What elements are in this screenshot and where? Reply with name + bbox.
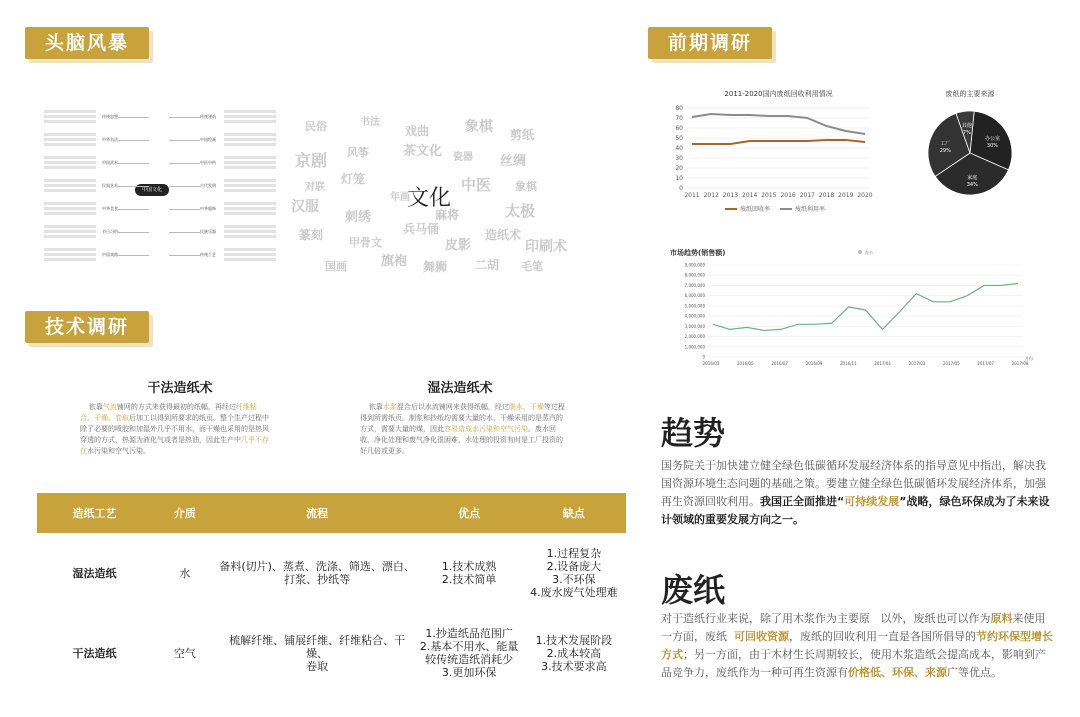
trend-title: 趋势: [661, 414, 726, 452]
x-tick-label: 2011: [684, 192, 700, 199]
mind-map-leaf: [44, 179, 96, 182]
pie-label: 办公室: [984, 135, 1000, 142]
mind-map-connector: [169, 232, 200, 233]
x-tick-label: 2019: [838, 192, 854, 199]
y-tick-label: 9,000,000: [684, 262, 705, 268]
wet-method-body: [360, 402, 565, 457]
process-line: 卷取: [306, 659, 329, 673]
mind-map-leaf: [224, 120, 276, 123]
cons-item: 1.技术发展阶段: [535, 633, 613, 647]
mind-map-leaf: [224, 248, 276, 251]
word-cloud: [285, 108, 580, 273]
body-text: 后加工以得到所要求的纸页。整个生产过程中除了必要的喷胶和加湿外几乎不用水，而干燥也采用的是热风穿透的方式，热源为液化气或者是热油，因此生产中: [80, 414, 269, 444]
highlight-text: 纤维粘合、干燥、卷取: [80, 403, 257, 422]
mind-map-leaf: [44, 207, 96, 210]
y-tick-label: 60: [675, 125, 683, 132]
waste-text: 来使用一方面，废纸: [661, 612, 1046, 643]
x-tick-label: 2016/11: [840, 361, 857, 366]
word-cloud-word: 茶文化: [403, 144, 443, 159]
y-tick-label: 50: [675, 135, 683, 142]
pros-item: 1.抄造纸品范围广: [425, 627, 513, 640]
x-tick-label: 2017/07: [977, 361, 994, 366]
mind-map-connector: [118, 140, 149, 141]
y-tick-label: 0: [702, 354, 705, 360]
mind-map-leaf: [44, 120, 96, 123]
waste-paragraph: [661, 610, 1056, 682]
mind-map-leaf: [224, 253, 276, 256]
mind-map-connector: [169, 186, 200, 187]
series-line: [692, 140, 865, 144]
x-tick-label: 2014: [742, 192, 758, 199]
pros-item: 2.基本不用水、能量: [419, 640, 519, 653]
highlight-text: 几乎不存在: [80, 436, 269, 455]
mind-map-leaf: [44, 115, 96, 118]
trend-paragraph: [661, 457, 1056, 529]
legend-label: 废纸回收率: [740, 206, 771, 213]
mind-map-connector: [118, 209, 149, 210]
mind-map-leaf: [44, 212, 96, 215]
mind-map-leaf: [224, 212, 276, 215]
header-process: 流程: [218, 493, 417, 533]
word-cloud-center: 文化: [407, 186, 452, 211]
pie-label: 其他: [961, 123, 972, 130]
y-tick-label: 0: [679, 185, 683, 192]
mind-map-leaf: [224, 110, 276, 113]
legend-label: 办公: [865, 250, 873, 255]
mind-map-branch: 古代发明: [200, 183, 216, 188]
word-cloud-word: 麻将: [435, 208, 460, 222]
brainstorm-badge: 头脑风暴: [25, 27, 149, 59]
mind-map-connector: [118, 255, 149, 256]
pros-item: 2.技术简单: [441, 573, 497, 586]
y-tick-label: 6,000,000: [684, 293, 705, 299]
mind-map-branch: 中医中药: [200, 160, 216, 165]
cons-item: 3.不环保: [552, 573, 596, 586]
x-tick-label: 2017/09: [1011, 361, 1029, 366]
row-process: [218, 613, 417, 693]
mind-map-branch: 民族乐器: [200, 229, 216, 234]
x-tick-label: 2015: [761, 192, 777, 199]
word-cloud-word: 年画: [390, 192, 410, 203]
word-cloud-word: 风筝: [347, 146, 369, 159]
recycling-line-chart: [665, 88, 875, 218]
cons-item: 4.废水废气处理难: [530, 586, 618, 599]
mind-map-branch: 节日习俗: [102, 229, 118, 234]
x-tick-label: 2017/01: [874, 361, 891, 366]
header-cons: 缺点: [522, 493, 626, 533]
mind-map-branch: 中国绘画: [200, 137, 216, 142]
x-tick-label: 2016/07: [771, 361, 788, 366]
cons-item: 2.成本较高: [546, 646, 602, 660]
x-tick-label: 2016: [780, 192, 796, 199]
row-medium: 水: [179, 566, 191, 580]
trend-bold: ”战略，绿色环保成为了未来设计领域的重要发展方向之一。: [661, 495, 1050, 526]
mind-map-leaf: [44, 258, 96, 261]
dry-method-title: 干法造纸术: [147, 381, 213, 396]
mind-map-branch: 中华书法: [102, 137, 118, 142]
mind-map-leaf: [224, 166, 276, 169]
mind-map-leaf: [44, 143, 96, 146]
pie-value: 34%: [966, 181, 978, 188]
x-tick-label: 2017/05: [943, 361, 960, 366]
tech-research-badge: 技术调研: [25, 311, 149, 343]
mind-map-leaf: [44, 225, 96, 228]
waste-text: 广等优点。: [947, 666, 1002, 679]
table-row: [37, 613, 626, 693]
word-cloud-word: 兵马俑: [403, 222, 440, 236]
mind-map-branch: 传统建筑: [200, 114, 216, 119]
word-cloud-word: 对联: [305, 182, 325, 193]
mind-map-leaf: [224, 258, 276, 261]
y-tick-label: 30: [675, 155, 683, 162]
highlight-text: 气流: [102, 403, 117, 411]
mind-map-leaf: [44, 133, 96, 136]
pie-label: 家庭: [967, 174, 978, 181]
waste-highlight: 价格低、环保、来源: [848, 666, 947, 679]
word-cloud-word: 二胡: [475, 258, 500, 272]
mind-map-branch: 中国戏曲: [102, 252, 118, 257]
y-tick-label: 80: [675, 105, 683, 112]
y-tick-label: 7,000,000: [684, 282, 705, 288]
waste-title: 废纸: [661, 571, 726, 609]
highlight-text: 水浆: [382, 403, 397, 411]
body-text: 依靠: [368, 403, 383, 411]
row-process: [218, 533, 417, 613]
word-cloud-word: 甲骨文: [349, 236, 382, 249]
row-name: 湿法造纸: [72, 566, 117, 580]
waste-text: ，废纸的回收利用一直是各国所倡导的: [789, 630, 976, 643]
mind-map-leaf: [44, 189, 96, 192]
mind-map-leaf: [224, 156, 276, 159]
mind-map-leaf: [224, 202, 276, 205]
x-unit-label: 月份: [1025, 356, 1033, 361]
mind-map-leaf: [224, 143, 276, 146]
mind-map: [40, 108, 265, 273]
mind-map-leaf: [224, 138, 276, 141]
chart-title: 市场趋势(销售额): [670, 249, 726, 257]
process-line: 梳解纤维、铺展纤维、纤维粘合、干燥、: [229, 633, 406, 660]
word-cloud-word: 剪纸: [510, 128, 535, 142]
cons-item: 1.过程复杂: [546, 547, 602, 560]
mind-map-leaf: [44, 184, 96, 187]
word-cloud-word: 灯笼: [341, 172, 366, 186]
body-text: 依靠: [88, 403, 103, 411]
trend-highlight: 可持续发展: [844, 495, 900, 508]
mind-map-leaf: [224, 133, 276, 136]
mind-map-leaf: [224, 235, 276, 238]
chart-title: 2011-2020国内废纸回收利用情况: [724, 90, 833, 98]
body-text: 铺网的方式来获得最初的纸幅，再经过: [116, 403, 236, 411]
word-cloud-word: 象棋: [515, 180, 537, 193]
mind-map-leaf: [44, 161, 96, 164]
highlight-text: 容易造成水污染和空气污染: [444, 425, 528, 433]
series-line: [713, 283, 1018, 330]
pie-value: 29%: [939, 147, 951, 154]
word-cloud-word: 刺绣: [345, 210, 372, 225]
word-cloud-word: 造纸术: [485, 228, 522, 242]
word-cloud-word: 书法: [360, 117, 380, 128]
y-tick-label: 3,000,000: [684, 323, 705, 329]
word-cloud-word: 京剧: [295, 151, 328, 170]
x-tick-label: 2017: [799, 192, 815, 199]
row-pros: [416, 613, 521, 693]
x-tick-label: 2013: [722, 192, 739, 199]
mind-map-leaf: [44, 138, 96, 141]
mind-map-leaf: [224, 161, 276, 164]
mind-map-leaf: [44, 202, 96, 205]
pros-item: 较传统造纸消耗少: [425, 653, 514, 666]
waste-highlight: 可回收资源: [734, 630, 789, 643]
word-cloud-word: 中医: [461, 176, 492, 194]
dry-method-body: [80, 402, 270, 457]
waste-text: ；另一方面，由于木材生长周期较长，使用木浆造纸会提高成本，影响到产品竞争力，废纸作为一种可再生资源有: [661, 648, 1046, 679]
trend-text: 国务院关于加快建立健全绿色低碳循环发展经济体系的指导意见中指出，解决我国资源环境生态问题的基础之策。要建立健全绿色低碳循环发展经济体系，加强再生资源回收利用。: [661, 459, 1046, 508]
word-cloud-word: 毛笔: [521, 260, 543, 273]
header-pros: 优点: [416, 493, 521, 533]
mind-map-branch: 中国武术: [102, 160, 118, 165]
table-row: [37, 533, 626, 613]
row-medium: 空气: [173, 646, 196, 660]
mind-map-leaf: [44, 110, 96, 113]
mind-map-branch: 传统工艺: [200, 252, 216, 257]
word-cloud-word: 舞狮: [423, 260, 448, 274]
market-trend-line-chart: [668, 245, 1038, 370]
word-cloud-word: 象棋: [465, 119, 493, 135]
header-medium: 介质: [152, 493, 218, 533]
body-text: 。废水回收、净化处理和废气净化很困难，水处理的投资有时是工厂投资的好几倍或更多。: [360, 425, 563, 455]
legend-label: 废纸利用率: [795, 206, 826, 213]
row-cons: [522, 533, 626, 613]
wet-method-title: 湿法造纸术: [427, 381, 493, 396]
mind-map-leaf: [44, 230, 96, 233]
word-cloud-word: 旗袍: [381, 254, 408, 269]
word-cloud-word: 丝绸: [500, 154, 527, 169]
waste-source-pie-chart: [915, 88, 1025, 208]
mind-map-leaf: [224, 189, 276, 192]
y-tick-label: 20: [675, 165, 683, 172]
mind-map-branch: 传统思想: [102, 114, 118, 119]
mind-map-connector: [118, 117, 149, 118]
mind-map-connector: [169, 140, 200, 141]
mind-map-leaf: [224, 230, 276, 233]
y-tick-label: 2,000,000: [684, 334, 705, 340]
trend-bold: 我国正全面推进“: [760, 495, 845, 508]
waste-text: 以外，废纸也可以作为: [880, 612, 991, 625]
word-cloud-word: 太极: [505, 202, 536, 220]
legend-marker: [858, 250, 862, 254]
highlight-text: 脱水、干燥: [508, 403, 544, 411]
y-tick-label: 10: [675, 175, 683, 182]
word-cloud-word: 国画: [325, 260, 347, 273]
waste-highlight: 原料: [990, 612, 1013, 625]
mind-map-connector: [118, 232, 149, 233]
x-tick-label: 2018: [818, 192, 835, 199]
row-name: 干法造纸: [72, 646, 117, 660]
mind-map-branch: 中华美食: [102, 206, 118, 211]
mind-map-leaf: [44, 253, 96, 256]
body-text: 等过程得到所需纸页。制浆和抄纸均需要大量的水，干燥采用的是蒸汽的方式，需要大量的煤，因此: [360, 403, 565, 433]
mind-map-connector: [169, 255, 200, 256]
x-tick-label: 2012: [703, 192, 719, 199]
comparison-table: [37, 493, 626, 693]
y-tick-label: 70: [675, 115, 683, 122]
word-cloud-word: 皮影: [445, 238, 472, 253]
pre-research-badge: 前期调研: [648, 27, 772, 59]
row-cons: [522, 613, 626, 693]
mind-map-branch: 中华服饰: [200, 206, 216, 211]
mind-map-connector: [169, 163, 200, 164]
row-pros: [416, 533, 521, 613]
body-text: 水污染和空气污染。: [87, 447, 150, 455]
mind-map-leaf: [224, 184, 276, 187]
header-craft: 造纸工艺: [37, 493, 152, 533]
mind-map-leaf: [224, 207, 276, 210]
word-cloud-word: 篆刻: [299, 228, 324, 242]
mind-map-connector: [169, 209, 200, 210]
mind-map-connector: [118, 186, 149, 187]
mind-map-connector: [118, 163, 149, 164]
mind-map-branch: 民间艺术: [102, 183, 118, 188]
word-cloud-word: 印刷术: [525, 239, 567, 255]
mind-map-leaf: [44, 166, 96, 169]
cons-item: 2.设备庞大: [546, 560, 602, 573]
pros-item: 3.更加环保: [441, 666, 497, 679]
mind-map-leaf: [224, 115, 276, 118]
pie-value: 30%: [986, 142, 999, 149]
word-cloud-word: 戏曲: [405, 124, 430, 138]
pie-value: 7%: [962, 130, 971, 137]
x-tick-label: 2016/03: [702, 361, 720, 366]
x-tick-label: 2016/05: [737, 361, 754, 366]
x-tick-label: 2017/03: [908, 361, 926, 366]
chart-title: 废纸的主要来源: [945, 90, 995, 98]
mind-map-connector: [169, 117, 200, 118]
y-tick-label: 5,000,000: [684, 303, 705, 309]
waste-highlight: 节约环保型增长方式: [661, 630, 1053, 661]
y-tick-label: 40: [675, 145, 683, 152]
waste-text: 对于造纸行业来说，除了用木浆作为主要原: [661, 612, 870, 625]
pros-item: 1.技术成熟: [441, 560, 497, 573]
x-tick-label: 2016/09: [805, 361, 823, 366]
mind-map-leaf: [224, 179, 276, 182]
y-tick-label: 8,000,000: [684, 272, 705, 278]
y-tick-label: 4,000,000: [684, 313, 705, 319]
word-cloud-word: 汉服: [291, 199, 319, 215]
mind-map-leaf: [44, 156, 96, 159]
body-text: 混合后以水流铺网来获得纸幅，经过: [396, 403, 509, 411]
word-cloud-word: 民俗: [305, 120, 327, 133]
word-cloud-word: 瓷器: [453, 152, 473, 163]
mind-map-leaf: [44, 235, 96, 238]
y-tick-label: 1,000,000: [684, 344, 705, 350]
pie-label: 工厂: [940, 140, 951, 147]
process-line: 备料(切片)、蒸煮、洗涤、筛选、漂白、: [219, 560, 415, 573]
mind-map-center: 中国文化: [135, 184, 169, 196]
cons-item: 3.技术要求高: [541, 659, 607, 673]
mind-map-leaf: [224, 225, 276, 228]
process-line: 打浆、抄纸等: [284, 573, 351, 586]
mind-map-leaf: [44, 248, 96, 251]
series-line: [692, 114, 865, 134]
x-tick-label: 2020: [857, 192, 873, 199]
